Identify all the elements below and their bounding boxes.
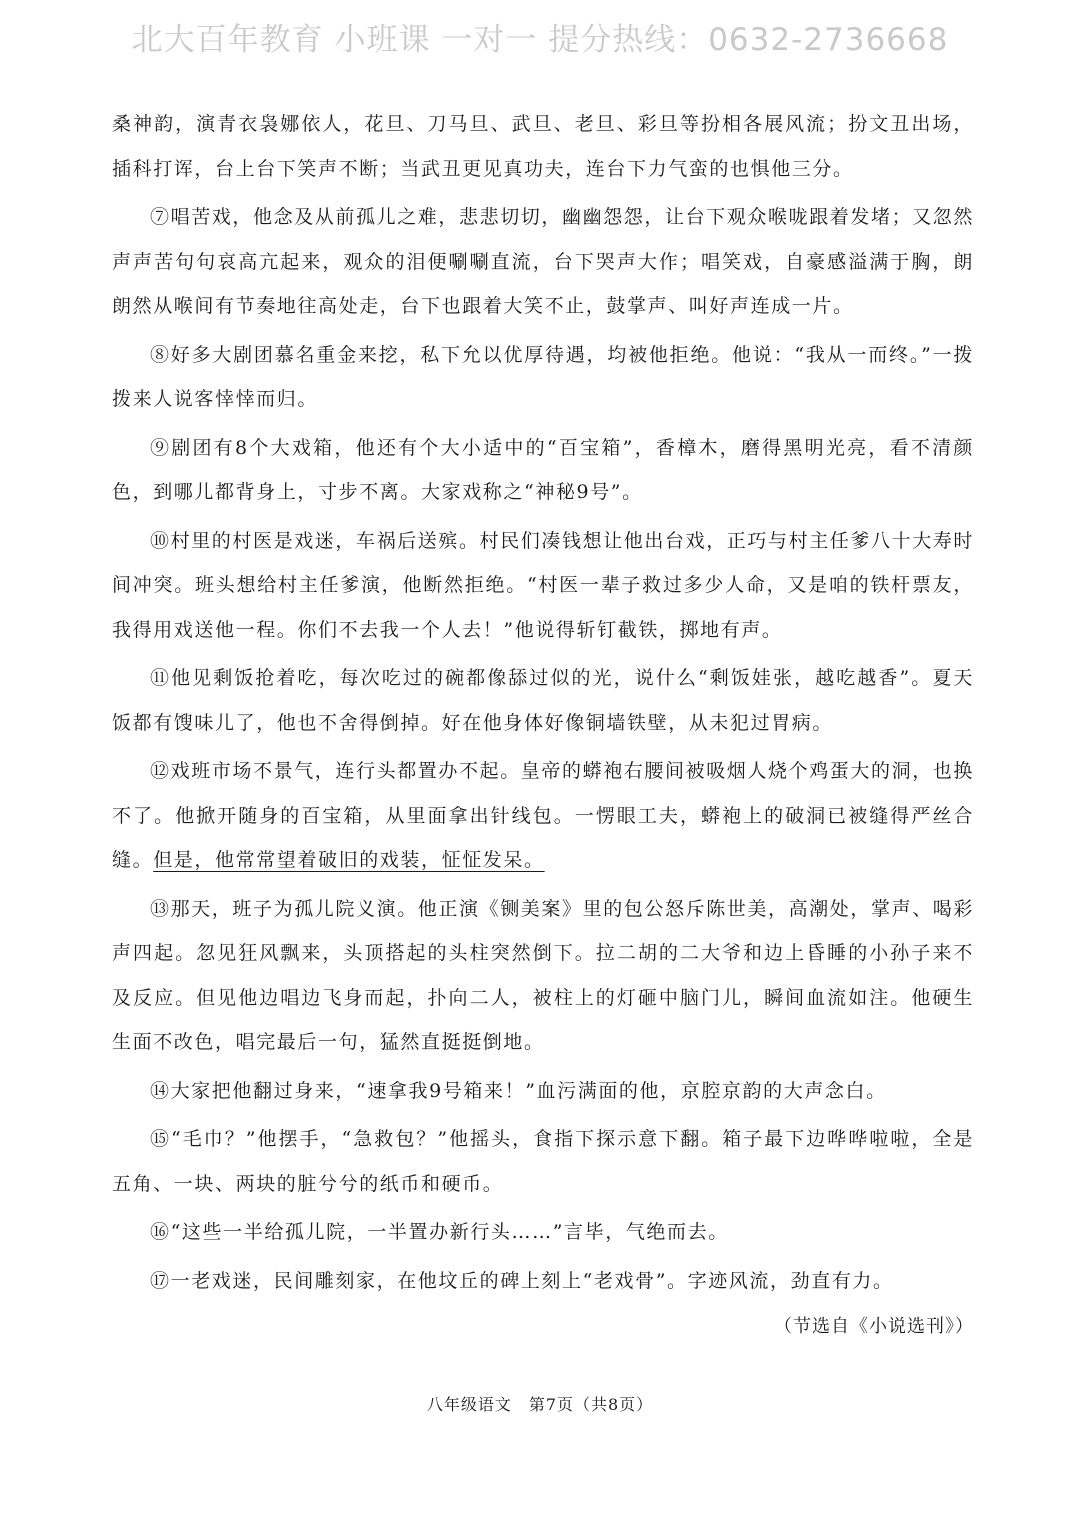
- paragraph-12: [112, 749, 974, 883]
- paragraph-14: ⑭大家把他翻过身来，“速拿我9号箱来！”血污满面的他，京腔京韵的大声念白。: [150, 1079, 887, 1102]
- paragraph-8: ⑧好多大剧团慕名重金来挖，私下允以优厚待遇，均被他拒绝。他说：“我从一而终。”一拨拨来人说客悻悻而归。: [112, 343, 974, 410]
- watermark: 北大百年教育 小班课 一对一 提分热线：0632-2736668: [131, 22, 949, 58]
- paragraph-12-text: ⑫戏班市场不景气，连行头都置办不起。皇帝的蟒袍右腰间被吸烟人烧个鸡蛋大的洞，也换不了。他掀开随身的百宝箱，从里面拿出针线包。一愣眼工夫，蟒袍上的破洞已被缝得严丝合缝。: [112, 760, 975, 871]
- paragraph-9: ⑨剧团有8个大戏箱，他还有个大小适中的“百宝箱”，香樟木，磨得黑明光亮，看不清颜色，到哪儿都背身上，寸步不离。大家戏称之“神秘9号”。: [112, 436, 974, 503]
- article-body: [112, 102, 974, 1347]
- paragraph-16: ⑯“这些一半给孤儿院，一半置办新行头……”言毕，气绝而去。: [150, 1221, 729, 1243]
- paragraph-10: ⑩村里的村医是戏迷，车祸后送殡。村民们凑钱想让他出台戏，正巧与村主任爹八十大寿时间冲突。班头想给村主任爹演，他断然拒绝。“村医一辈子救过多少人命，又是咱的铁杆票友，我得用戏送他一程。你们不去我一个人去！”他说得斩钉截铁，掷地有声。: [112, 529, 975, 641]
- paragraph-6-continuation: 桑神韵，演青衣袅娜依人，花旦、刀马旦、武旦、老旦、彩旦等扮相各展风流；扮文丑出场，插科打诨，台上台下笑声不断；当武丑更见真功夫，连台下力气蛮的也惧他三分。: [112, 113, 974, 180]
- source-citation: （节选自《小说选刊》）: [774, 1316, 974, 1337]
- paragraph-15: ⑮“毛巾？”他摆手，“急救包？”他摇头，食指下探示意下翻。箱子最下边哗哗啦啦，全是五角、一块、两块的脏兮兮的纸币和硬币。: [112, 1128, 974, 1195]
- paragraph-13: ⑬那天，班子为孤儿院义演。他正演《铡美案》里的包公怒斥陈世美，高潮处，掌声、喝彩声四起。忽见狂风飘来，头顶搭起的头柱突然倒下。拉二胡的二大爷和边上昏睡的小孙子来不及反应。但见他边唱边飞身而起，扑向二人，被柱上的灯砸中脑门儿，瞬间血流如注。他硬生生面不改色，唱完最后一句，猛然直挺挺倒地。: [112, 897, 975, 1053]
- paragraph-7: ⑦唱苦戏，他念及从前孤儿之难，悲悲切切，幽幽怨怨，让台下观众喉咙跟着发堵；又忽然声声苦句句哀高亢起来，观众的泪便唰唰直流，台下哭声大作；唱笑戏，自豪感溢满于胸，朗朗然从喉间有节奏地往高处走，台下也跟着大笑不止，鼓掌声、叫好声连成一片。: [112, 206, 975, 317]
- paragraph-11: ⑪他见剩饭抢着吃，每次吃过的碗都像舔过似的光，说什么“剩饭娃张，越吃越香”。夏天饭都有馊味儿了，他也不舍得倒掉。好在他身体好像铜墙铁壁，从未犯过胃病。: [112, 667, 974, 734]
- paragraph-17: ⑰一老戏迷，民间雕刻家，在他坟丘的碑上刻上“老戏骨”。字迹风流，劲直有力。: [150, 1269, 894, 1292]
- page-footer: 八年级语文 第7页（共8页）: [426, 1395, 654, 1414]
- underlined-sentence: 但是，他常常望着破旧的戏装，怔怔发呆。: [153, 849, 545, 871]
